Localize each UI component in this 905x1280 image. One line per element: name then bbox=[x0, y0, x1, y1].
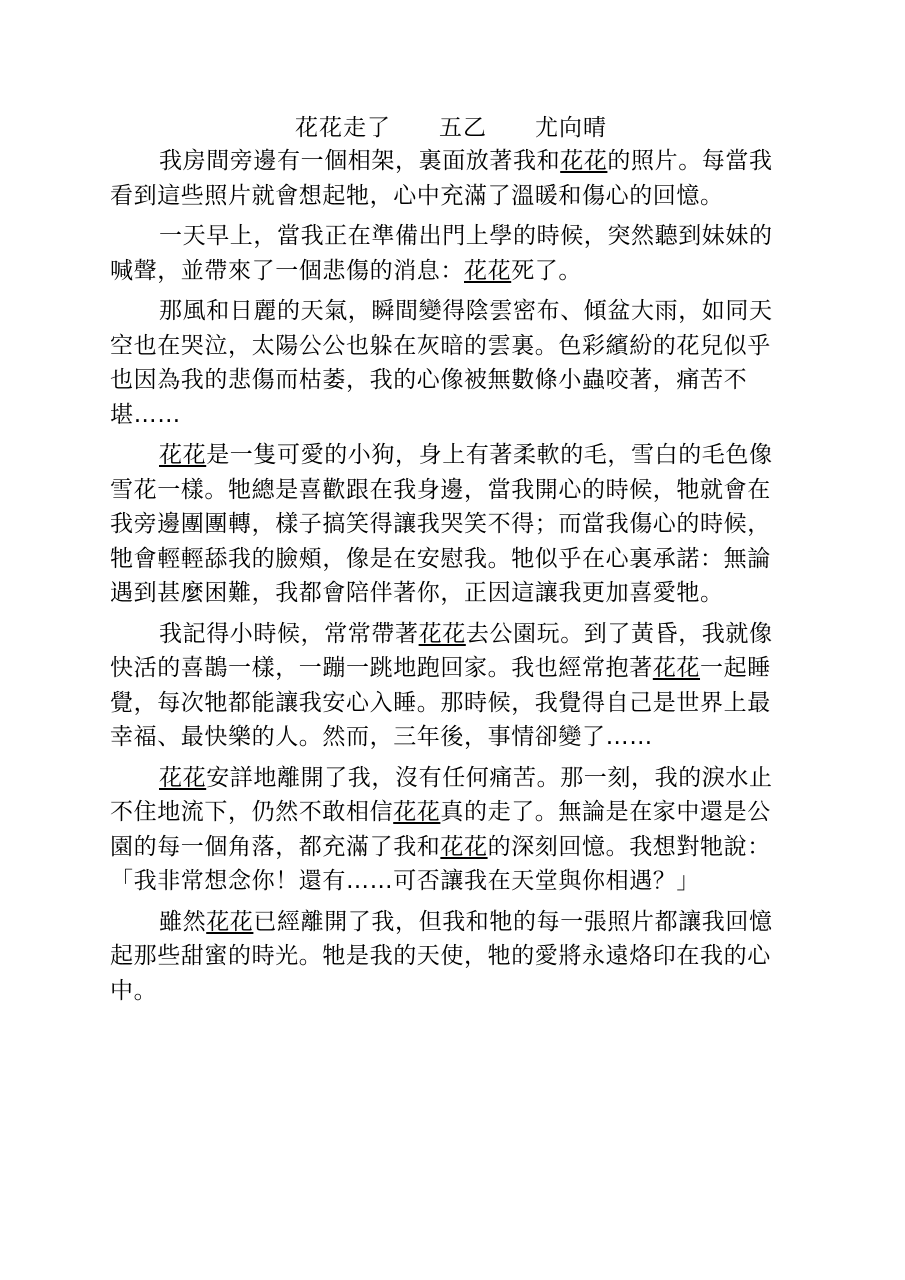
paragraph-text: 的照片。每當我看到這些照片就會想起牠，心中充滿了溫暖和傷心的回憶。 bbox=[110, 148, 773, 209]
paragraph-text: 死了。 bbox=[511, 257, 583, 284]
underlined-name: 花花 bbox=[418, 620, 466, 647]
paragraph bbox=[110, 905, 780, 1009]
document-body bbox=[110, 144, 780, 1008]
document-title: 花花走了 五乙 尤向晴 bbox=[295, 115, 607, 141]
document-page bbox=[110, 112, 780, 1014]
paragraph-text: 是一隻可愛的小狗，身上有著柔軟的毛，雪白的毛色像雪花一樣。牠總是喜歡跟在我身邊，當我開心的時候，牠就會在我旁邊團團轉，樣子搞笑得讓我哭笑不得；而當我傷心的時候，牠會輕輕舔我的臉頰，像是在安慰我。牠似乎在心裏承諾：無論遇到甚麼困難，我都會陪伴著你，正因這讓我更加喜愛牠。 bbox=[110, 442, 773, 606]
paragraph bbox=[110, 438, 780, 611]
underlined-name: 花花 bbox=[159, 764, 207, 791]
paragraph-text: 真的走了。無論是在家中還是公園的每一個角落，都充滿了我和 bbox=[110, 799, 771, 860]
paragraph-text: 一天早上，當我正在準備出門上學的時候，突然聽到妹妹的喊聲，並帶來了一個悲傷的消息： bbox=[110, 223, 773, 284]
underlined-name: 花花 bbox=[393, 799, 441, 825]
underlined-name: 花花 bbox=[440, 833, 488, 860]
paragraph-text: 我房間旁邊有一個相架，裏面放著我和 bbox=[159, 148, 561, 174]
paragraph-text: 的深刻回憶。我想對牠說：「我非常想念你！還有……可否讓我在天堂與你相遇？」 bbox=[110, 833, 771, 894]
paragraph-text: 雖然 bbox=[159, 908, 207, 935]
paragraph-text: 已經離開了我，但我和牠的每一張照片都讓我回憶起那些甜蜜的時光。牠是我的天使，牠的愛將永遠烙印在我的心中。 bbox=[110, 908, 773, 1004]
underlined-name: 花花 bbox=[159, 442, 207, 468]
paragraph-text: 去公園玩。到了黃昏，我就像快活的喜鵲一樣，一蹦一跳地跑回家。我也經常抱著 bbox=[110, 620, 773, 681]
paragraph-text: 安詳地離開了我，沒有任何痛苦。那一刻，我的淚水止不住地流下，仍然不敢相信 bbox=[110, 764, 773, 825]
underlined-name: 花花 bbox=[652, 655, 701, 681]
paragraph bbox=[110, 294, 780, 432]
underlined-name: 花花 bbox=[206, 908, 254, 935]
underlined-name: 花花 bbox=[464, 257, 512, 284]
paragraph-text: 一起睡覺，每次牠都能讓我安心入睡。那時候，我覺得自己是世界上最幸福、最快樂的人。然而，三年後，事情卻變了…… bbox=[110, 655, 771, 750]
underlined-name: 花花 bbox=[560, 148, 608, 174]
paragraph bbox=[110, 617, 780, 755]
paragraph bbox=[110, 219, 780, 288]
paragraph bbox=[110, 761, 780, 899]
paragraph bbox=[110, 144, 780, 213]
paragraph-text: 那風和日麗的天氣，瞬間變得陰雲密布、傾盆大雨，如同天空也在哭泣，太陽公公也躲在灰暗的雲裏。色彩繽紛的花兒似乎也因為我的悲傷而枯萎，我的心像被無數條小蟲咬著，痛苦不堪…… bbox=[110, 298, 773, 428]
paragraph-text: 我記得小時候，常常帶著 bbox=[159, 620, 419, 647]
